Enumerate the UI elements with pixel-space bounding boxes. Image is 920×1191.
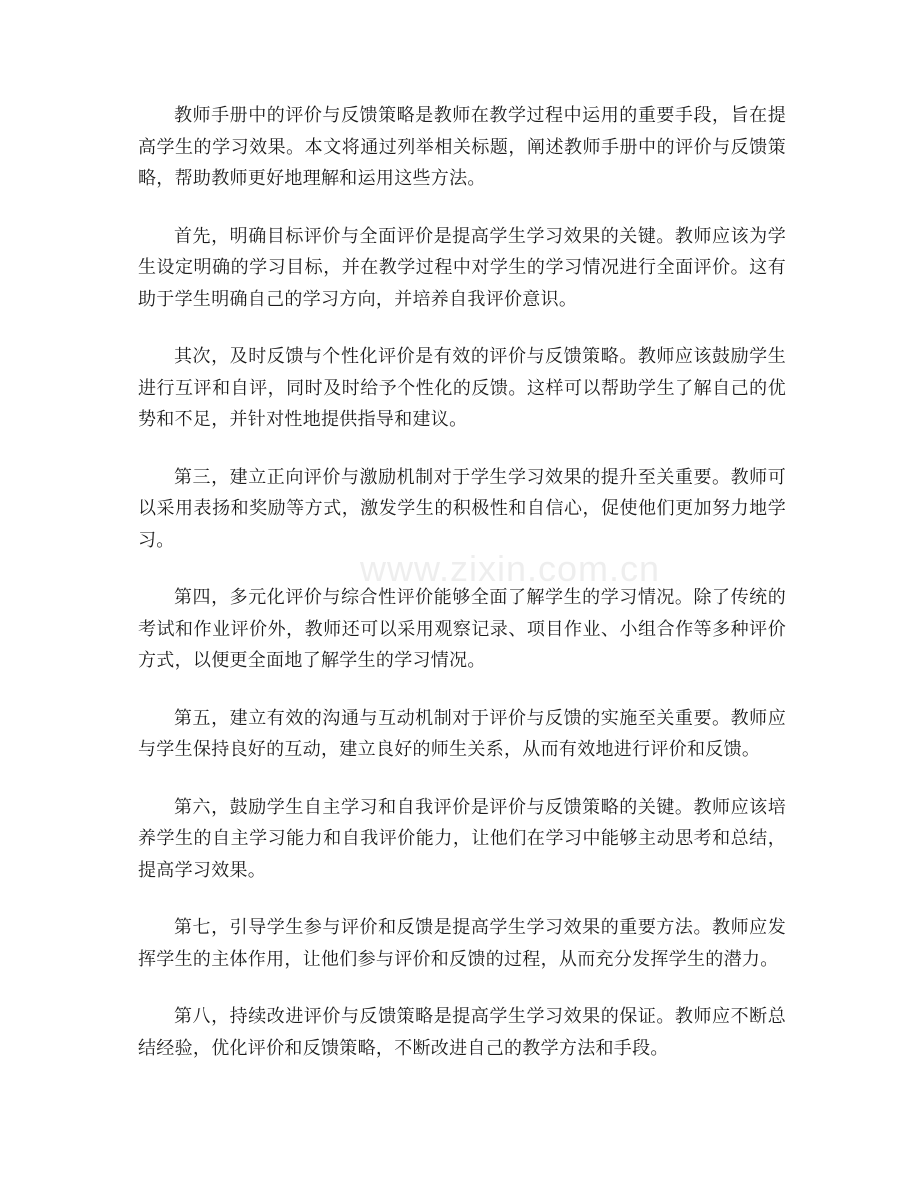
paragraph-first: 首先，明确目标评价与全面评价是提高学生学习效果的关键。教师应该为学生设定明确的学习目标，并在教学过程中对学生的学习情况进行全面评价。这有助于学生明确自己的学习方向，并培养自我评价意识。 <box>138 225 786 310</box>
watermark: www.zixin.com.cn <box>360 548 661 589</box>
document-body <box>138 100 786 1064</box>
paragraph-seventh: 第七，引导学生参与评价和反馈是提高学生学习效果的重要方法。教师应发挥学生的主体作用，让他们参与评价和反馈的过程，从而充分发挥学生的潜力。 <box>138 917 786 970</box>
paragraph-second: 其次，及时反馈与个性化评价是有效的评价与反馈策略。教师应该鼓励学生进行互评和自评，同时及时给予个性化的反馈。这样可以帮助学生了解自己的优势和不足，并针对性地提供指导和建议。 <box>138 346 786 430</box>
paragraph-fourth: 第四，多元化评价与综合性评价能够全面了解学生的学习情况。除了传统的考试和作业评价外，教师还可以采用观察记录、项目作业、小组合作等多种评价方式，以便更全面地了解学生的学习情况。 <box>138 587 786 671</box>
paragraph-eighth: 第八，持续改进评价与反馈策略是提高学生学习效果的保证。教师应不断总结经验，优化评价和反馈策略，不断改进自己的教学方法和手段。 <box>138 1006 786 1059</box>
paragraph-third: 第三，建立正向评价与激励机制对于学生学习效果的提升至关重要。教师可以采用表扬和奖励等方式，激发学生的积极性和自信心，促使他们更加努力地学习。 <box>138 466 786 551</box>
paragraph-intro: 教师手册中的评价与反馈策略是教师在教学过程中运用的重要手段，旨在提高学生的学习效果。本文将通过列举相关标题，阐述教师手册中的评价与反馈策略，帮助教师更好地理解和运用这些方法。 <box>138 105 786 189</box>
paragraph-fifth: 第五，建立有效的沟通与互动机制对于评价与反馈的实施至关重要。教师应与学生保持良好的互动，建立良好的师生关系，从而有效地进行评价和反馈。 <box>138 707 786 760</box>
paragraph-sixth: 第六，鼓励学生自主学习和自我评价是评价与反馈策略的关键。教师应该培养学生的自主学习能力和自我评价能力，让他们在学习中能够主动思考和总结，提高学习效果。 <box>138 796 786 881</box>
